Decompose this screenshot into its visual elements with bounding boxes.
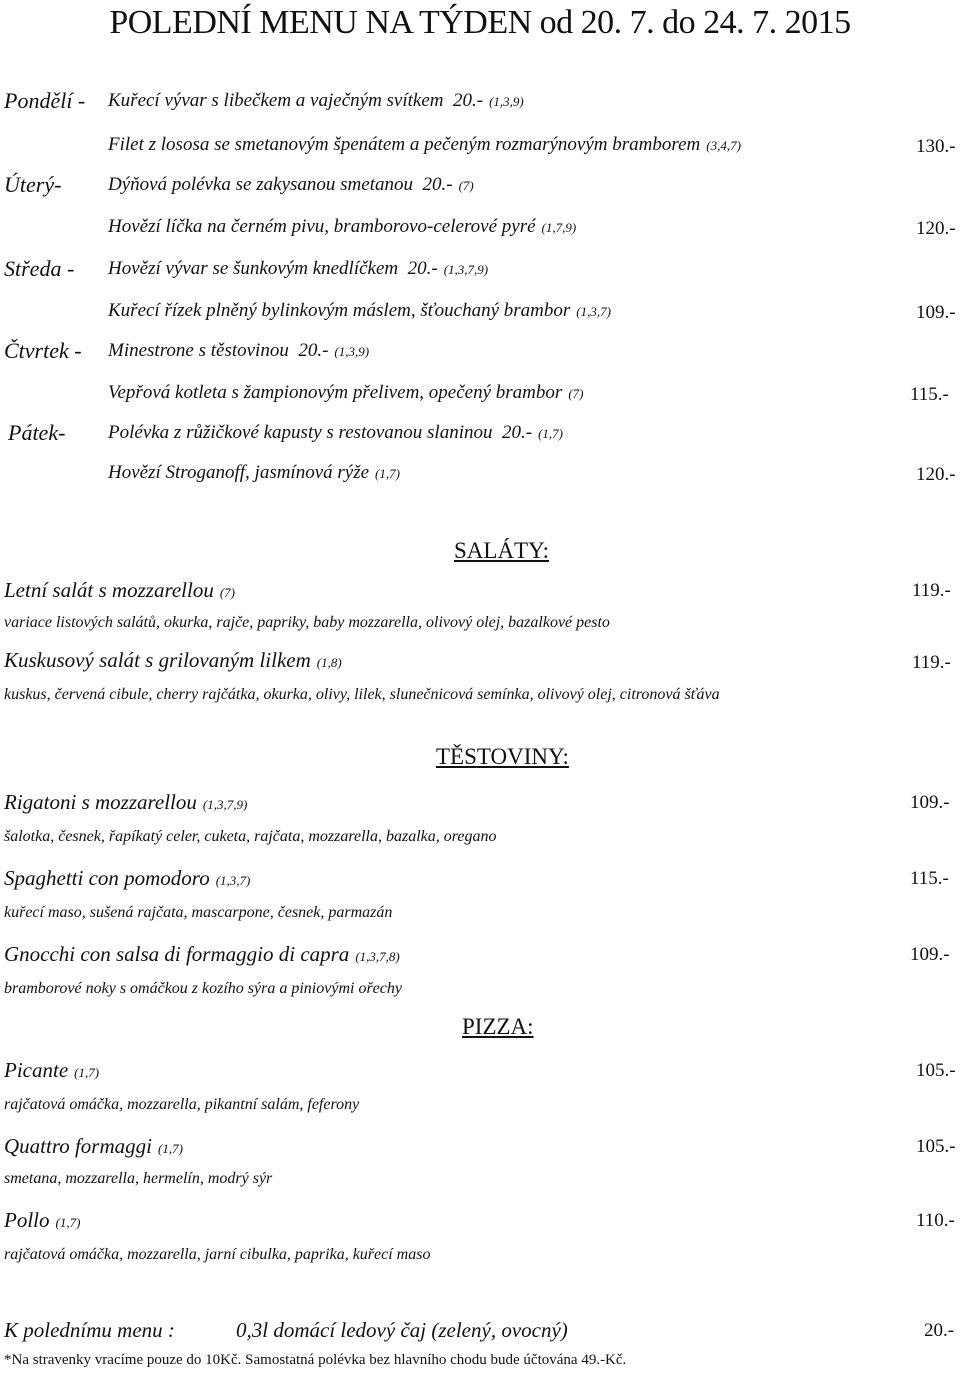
- soup-thursday: Minestrone s těstovinou 20.- (1,3,9): [108, 340, 370, 361]
- pizza-item: Pollo (1,7): [4, 1208, 81, 1232]
- main-price-tuesday: 120.-: [916, 218, 956, 239]
- pizza-item: Picante (1,7): [4, 1058, 100, 1082]
- main-dish-wednesday: Kuřecí řízek plněný bylinkovým máslem, šťouchaný brambor (1,3,7): [108, 300, 611, 321]
- main-dish-friday: Hovězí Stroganoff, jasmínová rýže (1,7): [108, 462, 400, 483]
- day-label-monday: Pondělí -: [4, 88, 86, 113]
- salad-price: 119.-: [912, 652, 951, 673]
- pasta-price: 109.-: [910, 944, 950, 965]
- pasta-description: kuřecí maso, sušená rajčata, mascarpone, česnek, parmazán: [4, 904, 393, 921]
- day-label-tuesday: Úterý-: [4, 172, 62, 197]
- extra-item: 0,3l domácí ledový čaj (zelený, ovocný): [236, 1318, 568, 1342]
- soup-tuesday: Dýňová polévka se zakysanou smetanou 20.- (7): [108, 174, 474, 195]
- pasta-description: bramborové noky s omáčkou z kozího sýra a piniovými ořechy: [4, 980, 402, 997]
- main-dish-thursday: Vepřová kotleta s žampionovým přelivem, opečený brambor (7): [108, 382, 584, 403]
- day-label-wednesday: Středa -: [4, 256, 75, 281]
- pasta-item: Rigatoni s mozzarellou (1,3,7,9): [4, 790, 248, 814]
- salad-price: 119.-: [912, 580, 951, 601]
- main-price-monday: 130.-: [916, 136, 956, 157]
- pizza-description: rajčatová omáčka, mozzarella, jarní cibulka, paprika, kuřecí maso: [4, 1246, 431, 1263]
- salad-description: variace listových salátů, okurka, rajče, papriky, baby mozzarella, olivový olej, bazalkové pesto: [4, 614, 610, 631]
- pizza-description: smetana, mozzarella, hermelín, modrý sýr: [4, 1170, 273, 1187]
- soup-wednesday: Hovězí vývar se šunkovým knedlíčkem 20.- (1,3,7,9): [108, 258, 489, 279]
- pasta-description: šalotka, česnek, řapíkatý celer, cuketa, rajčata, mozzarella, bazalka, oregano: [4, 828, 497, 845]
- main-price-friday: 120.-: [916, 464, 956, 485]
- menu-title: POLEDNÍ MENU NA TÝDEN od 20. 7. do 24. 7. 2015: [109, 4, 851, 41]
- salads-heading: SALÁTY:: [454, 538, 549, 563]
- pizza-description: rajčatová omáčka, mozzarella, pikantní salám, feferony: [4, 1096, 360, 1113]
- salad-description: kuskus, červená cibule, cherry rajčátka, okurka, olivy, lilek, slunečnicová semínka, olivový olej, citronová šťáva: [4, 686, 720, 703]
- pizza-price: 110.-: [916, 1210, 955, 1231]
- main-price-thursday: 115.-: [910, 384, 949, 405]
- pasta-price: 115.-: [910, 868, 949, 889]
- salad-item: Kuskusový salát s grilovaným lilkem (1,8): [4, 648, 342, 672]
- pasta-item: Gnocchi con salsa di formaggio di capra (1,3,7,8): [4, 942, 400, 966]
- main-dish-monday: Filet z lososa se smetanovým špenátem a pečeným rozmarýnovým bramborem (3,4,7): [108, 134, 741, 155]
- pizza-heading: PIZZA:: [462, 1014, 534, 1039]
- salad-item: Letní salát s mozzarellou (7): [4, 578, 235, 602]
- pizza-item: Quattro formaggi (1,7): [4, 1134, 183, 1158]
- soup-friday: Polévka z růžičkové kapusty s restovanou slaninou 20.- (1,7): [108, 422, 563, 443]
- pizza-price: 105.-: [916, 1060, 956, 1081]
- pasta-item: Spaghetti con pomodoro (1,3,7): [4, 866, 251, 890]
- day-label-friday: Pátek-: [8, 420, 66, 445]
- extra-price: 20.-: [924, 1320, 955, 1341]
- extra-label: K polednímu menu :: [4, 1318, 175, 1342]
- voucher-note: *Na stravenky vracíme pouze do 10Kč. Samostatná polévka bez hlavního chodu bude účtována 49.-Kč.: [4, 1352, 627, 1368]
- pasta-price: 109.-: [910, 792, 950, 813]
- soup-monday: Kuřecí vývar s libečkem a vaječným svítkem 20.- (1,3,9): [108, 90, 524, 111]
- day-label-thursday: Čtvrtek -: [4, 338, 82, 363]
- main-dish-tuesday: Hovězí líčka na černém pivu, bramborovo-celerové pyré (1,7,9): [108, 216, 577, 237]
- pizza-price: 105.-: [916, 1136, 956, 1157]
- main-price-wednesday: 109.-: [916, 302, 956, 323]
- pasta-heading: TĚSTOVINY:: [436, 744, 569, 769]
